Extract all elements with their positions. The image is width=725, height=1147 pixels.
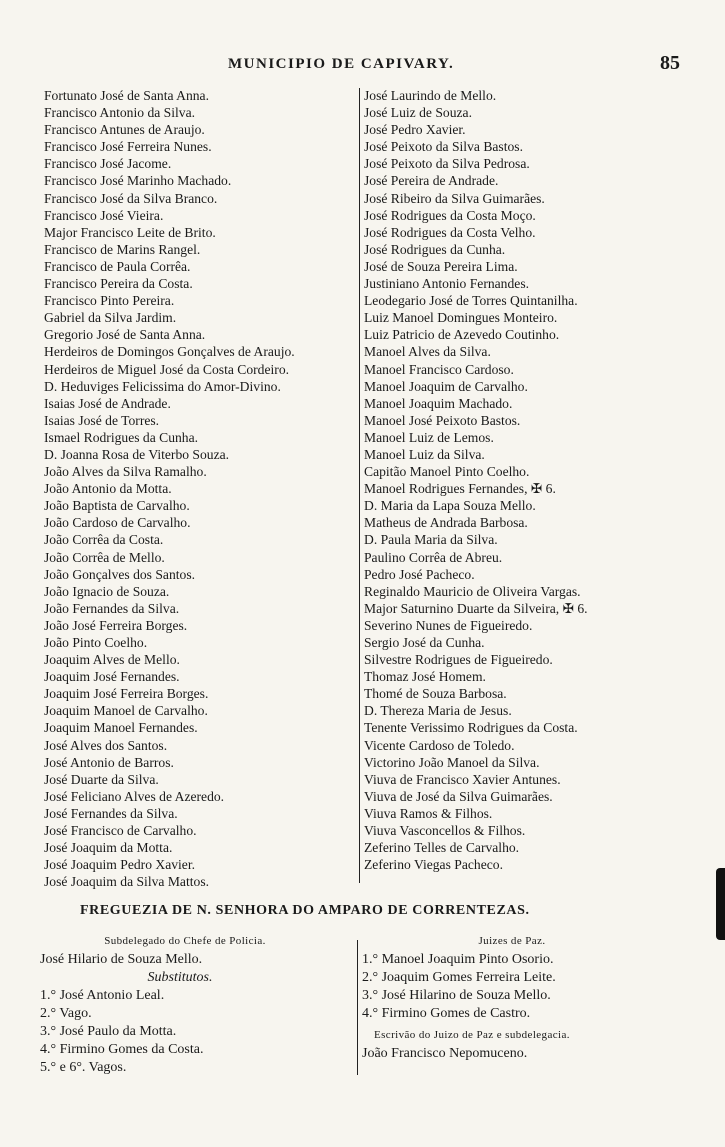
list-item: Francisco José Marinho Machado. <box>44 173 232 189</box>
page-edge-mark <box>716 868 725 940</box>
list-item: José Feliciano Alves de Azeredo. <box>44 788 225 804</box>
list-item: Manoel Rodrigues Fernandes, ✠ 6. <box>364 481 556 497</box>
list-item: Matheus de Andrada Barbosa. <box>364 515 528 531</box>
list-item: Gregorio José de Santa Anna. <box>44 327 206 343</box>
list-item: José Joaquim Pedro Xavier. <box>44 857 196 873</box>
list-item: Vicente Cardoso de Toledo. <box>364 737 515 753</box>
list-item: José Fernandes da Silva. <box>44 805 178 821</box>
list-item: José Francisco de Carvalho. <box>44 823 197 839</box>
list-item: José Antonio de Barros. <box>44 754 174 770</box>
list-item: Joaquim Manoel Fernandes. <box>44 720 198 736</box>
escrivao-name: João Francisco Nepomuceno. <box>362 1046 528 1061</box>
list-item: Zeferino Viegas Pacheco. <box>364 857 503 873</box>
list-item: 5.° e 6°. Vagos. <box>40 1060 127 1075</box>
list-item: José Rodrigues da Cunha. <box>364 241 506 257</box>
page-header <box>0 52 725 80</box>
list-item: Gabriel da Silva Jardim. <box>44 310 177 326</box>
list-item: Manoel Joaquim de Carvalho. <box>364 378 528 394</box>
list-item: Major Francisco Leite de Brito. <box>44 224 216 240</box>
subdelegado-heading: Subdelegado do Chefe de Policia. <box>104 935 266 947</box>
list-item: 4.° Firmino Gomes de Castro. <box>362 1006 531 1021</box>
list-item: D. Thereza Maria de Jesus. <box>364 703 512 719</box>
list-item: Paulino Corrêa de Abreu. <box>364 549 503 565</box>
list-item: Sergio José da Cunha. <box>364 635 485 650</box>
list-item: José de Souza Pereira Lima. <box>364 258 518 274</box>
list-item: D. Joanna Rosa de Viterbo Souza. <box>44 446 230 462</box>
list-item: Reginaldo Mauricio de Oliveira Vargas. <box>364 583 581 599</box>
list-item: Viuva de José da Silva Guimarães. <box>364 788 553 804</box>
list-item: Francisco José Vieira. <box>44 207 164 223</box>
escrivao-heading: Escrivão do Juizo de Paz e subdelegacia. <box>374 1029 570 1041</box>
list-item: João Pinto Coelho. <box>44 635 148 650</box>
subdelegado-name: José Hilario de Souza Mello. <box>40 952 203 967</box>
list-item: Silvestre Rodrigues de Figueiredo. <box>364 652 553 668</box>
list-item: João Gonçalves dos Santos. <box>44 566 196 582</box>
list-item: Francisco José Ferreira Nunes. <box>44 139 212 155</box>
section-title: FREGUEZIA DE N. SENHORA DO AMPARO DE CORRENTEZAS. <box>80 903 530 918</box>
list-item: Manoel Luiz da Silva. <box>364 446 485 462</box>
list-item: João Fernandes da Silva. <box>44 600 180 616</box>
list-item: Leodegario José de Torres Quintanilha. <box>364 293 578 309</box>
left-name-list <box>44 87 360 890</box>
list-item: Francisco Antunes de Araujo. <box>44 122 205 138</box>
list-item: 2.° Vago. <box>40 1006 92 1021</box>
list-item: José Duarte da Silva. <box>44 771 159 787</box>
list-item: João José Ferreira Borges. <box>44 617 188 633</box>
list-item: José Joaquim da Motta. <box>44 840 173 856</box>
list-item: Francisco Antonio da Silva. <box>44 105 196 121</box>
list-item: Francisco de Paula Corrêa. <box>44 258 191 274</box>
list-item: Francisco Pinto Pereira. <box>44 293 175 309</box>
list-item: João Cardoso de Carvalho. <box>44 515 191 531</box>
list-item: Luiz Manoel Domingues Monteiro. <box>364 310 558 326</box>
list-item: José Pedro Xavier. <box>364 122 466 138</box>
list-item: 3.° José Hilarino de Souza Mello. <box>362 988 551 1003</box>
list-item: Manoel Joaquim Machado. <box>364 395 513 411</box>
list-item: Manoel Alves da Silva. <box>364 344 491 360</box>
page-number: 85 <box>660 52 680 74</box>
list-item: Thomé de Souza Barbosa. <box>364 686 507 702</box>
section-divider <box>357 940 358 1075</box>
list-item: Major Saturnino Duarte da Silveira, ✠ 6. <box>364 600 588 616</box>
list-item: José Pereira de Andrade. <box>364 173 499 189</box>
list-item: José Joaquim da Silva Mattos. <box>44 874 210 890</box>
list-item: 1.° Manoel Joaquim Pinto Osorio. <box>362 952 554 967</box>
list-item: Isaias José de Andrade. <box>44 395 171 411</box>
list-item: José Peixoto da Silva Bastos. <box>364 139 523 155</box>
column-divider <box>359 88 360 883</box>
list-item: 2.° Joaquim Gomes Ferreira Leite. <box>362 970 556 985</box>
list-item: Isaias José de Torres. <box>44 412 160 428</box>
list-item: Herdeiros de Miguel José da Costa Cordeiro. <box>44 361 290 377</box>
list-item: José Peixoto da Silva Pedrosa. <box>364 156 530 172</box>
list-item: Pedro José Pacheco. <box>364 566 475 582</box>
list-item: Severino Nunes de Figueiredo. <box>364 617 533 633</box>
list-item: José Alves dos Santos. <box>44 737 168 753</box>
list-item: Joaquim Manoel de Carvalho. <box>44 703 208 719</box>
list-item: Justiniano Antonio Fernandes. <box>364 276 530 292</box>
list-item: Francisco de Marins Rangel. <box>44 241 201 257</box>
list-item: 4.° Firmino Gomes da Costa. <box>40 1042 204 1057</box>
list-item: Thomaz José Homem. <box>364 669 486 685</box>
juizes-heading: Juizes de Paz. <box>478 935 546 947</box>
list-item: João Baptista de Carvalho. <box>44 498 190 514</box>
list-item: José Luiz de Souza. <box>364 105 472 121</box>
list-item: José Rodrigues da Costa Moço. <box>364 207 536 223</box>
list-item: Francisco José da Silva Branco. <box>44 190 218 206</box>
list-item: João Alves da Silva Ramalho. <box>44 464 207 480</box>
list-item: Joaquim José Fernandes. <box>44 669 180 685</box>
list-item: Manoel José Peixoto Bastos. <box>364 412 521 428</box>
list-item: José Ribeiro da Silva Guimarães. <box>364 190 545 206</box>
list-item: José Laurindo de Mello. <box>364 88 497 103</box>
list-item: Ismael Rodrigues da Cunha. <box>44 429 199 445</box>
juizes-block <box>362 935 682 1063</box>
list-item: Herdeiros de Domingos Gonçalves de Araujo. <box>44 344 295 360</box>
list-item: 3.° José Paulo da Motta. <box>40 1024 177 1039</box>
list-item: D. Paula Maria da Silva. <box>364 532 498 548</box>
substitutos-heading: Substitutos. <box>147 970 213 985</box>
list-item: D. Maria da Lapa Souza Mello. <box>364 498 536 514</box>
list-item: Manoel Luiz de Lemos. <box>364 429 494 445</box>
list-item: Capitão Manoel Pinto Coelho. <box>364 464 530 480</box>
list-item: 1.° José Antonio Leal. <box>40 988 165 1003</box>
list-item: Fortunato José de Santa Anna. <box>44 88 209 103</box>
list-item: Tenente Verissimo Rodrigues da Costa. <box>364 720 578 736</box>
page-title: MUNICIPIO DE CAPIVARY. <box>228 56 455 72</box>
list-item: Viuva Ramos & Filhos. <box>364 805 493 821</box>
list-item: Viuva Vasconcellos & Filhos. <box>364 823 526 839</box>
list-item: Francisco Pereira da Costa. <box>44 276 193 292</box>
list-item: João Ignacio de Souza. <box>44 583 170 599</box>
list-item: José Rodrigues da Costa Velho. <box>364 224 536 240</box>
list-item: Joaquim José Ferreira Borges. <box>44 686 209 702</box>
list-item: D. Heduviges Felicissima do Amor-Divino. <box>44 378 281 394</box>
list-item: Manoel Francisco Cardoso. <box>364 361 514 377</box>
list-item: João Corrêa da Costa. <box>44 532 164 548</box>
list-item: Viuva de Francisco Xavier Antunes. <box>364 771 561 787</box>
right-name-list <box>364 87 664 873</box>
list-item: Luiz Patricio de Azevedo Coutinho. <box>364 327 560 343</box>
list-item: João Antonio da Motta. <box>44 481 172 497</box>
list-item: João Corrêa de Mello. <box>44 549 165 565</box>
list-item: Victorino João Manoel da Silva. <box>364 754 540 770</box>
list-item: Francisco José Jacome. <box>44 156 172 172</box>
subdelegado-block <box>40 935 350 1077</box>
list-item: Joaquim Alves de Mello. <box>44 652 180 668</box>
list-item: Zeferino Telles de Carvalho. <box>364 840 520 856</box>
